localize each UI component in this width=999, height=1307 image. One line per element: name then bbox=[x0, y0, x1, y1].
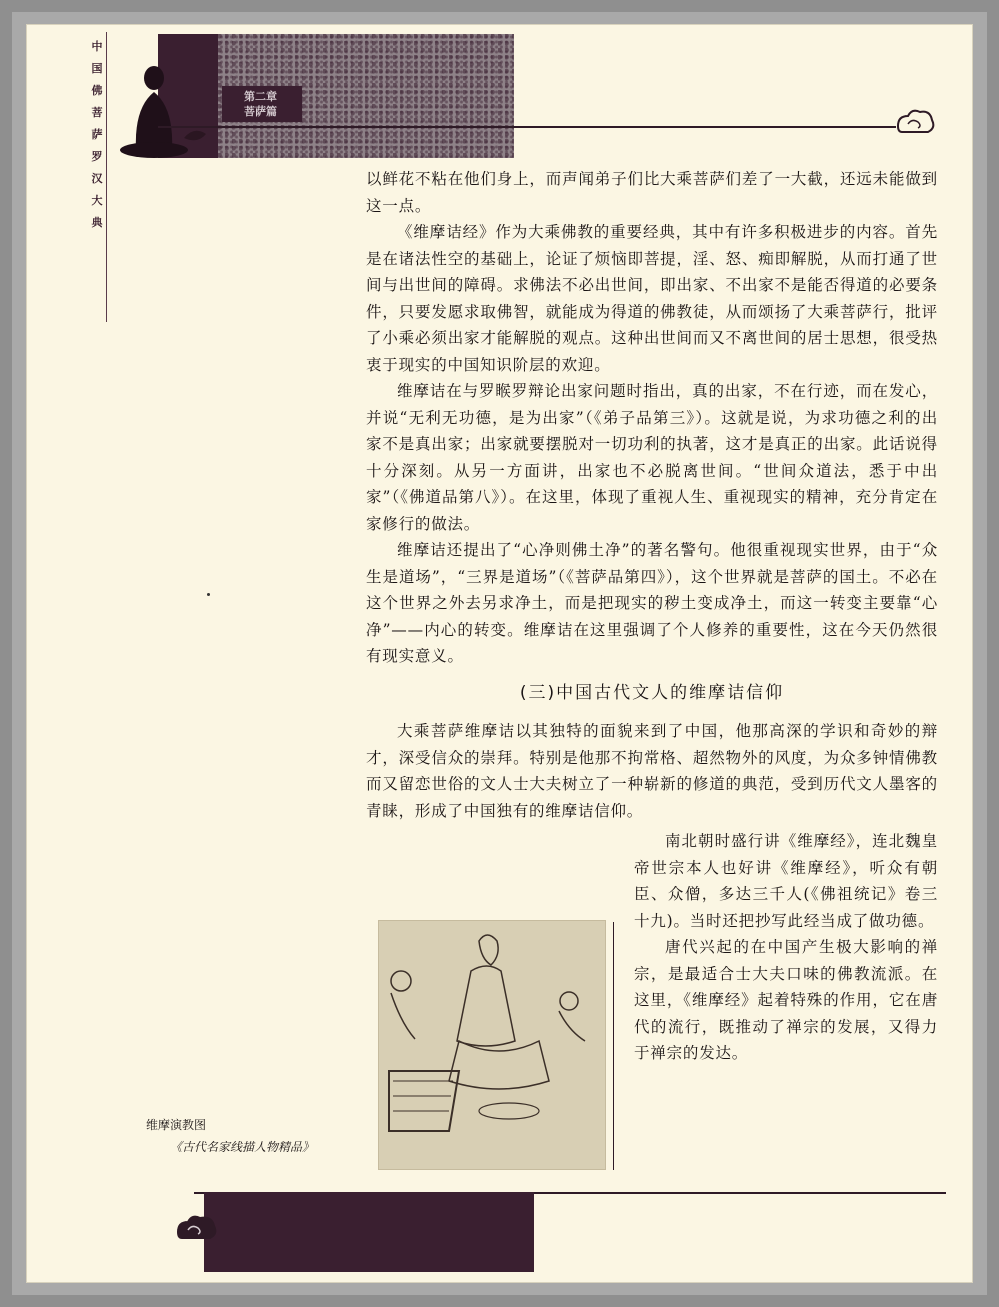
series-title-char: 国 bbox=[91, 62, 103, 75]
series-title-char: 菩 bbox=[91, 106, 103, 119]
chapter-label bbox=[222, 86, 302, 122]
vertical-rule bbox=[106, 32, 107, 322]
caption-source: 《古代名家线描人物精品》 bbox=[170, 1140, 315, 1154]
series-title-char: 中 bbox=[91, 40, 103, 53]
stray-dot bbox=[207, 593, 210, 596]
line-drawing-illustration bbox=[379, 921, 605, 1169]
paragraph: 以鲜花不粘在他们身上，而声闻弟子们比大乘菩萨们差了一大截，还远未能做到这一点。 bbox=[366, 170, 938, 215]
series-title-char: 汉 bbox=[91, 172, 103, 185]
series-title-char: 萨 bbox=[91, 128, 103, 141]
section-name: 菩萨篇 bbox=[244, 105, 277, 118]
cloud-ornament-icon bbox=[894, 108, 936, 136]
series-title-char: 罗 bbox=[91, 150, 103, 163]
footer-dark-block bbox=[204, 1192, 534, 1272]
header-rule bbox=[158, 126, 896, 128]
section-heading: (三)中国古代文人的维摩诘信仰 bbox=[519, 682, 785, 703]
paragraph: 《维摩诘经》作为大乘佛教的重要经典，其中有许多积极进步的内容。首先是在诸法性空的基础上，论证了烦恼即菩提，淫、怒、痴即解脱，从而打通了世间与出世间的障碍。求佛法不必出世间，即出家、不出家不是能否得道的必要条件，只要发愿求取佛智，就能成为得道的佛教徒，从而颂扬了大乘菩萨行，批评了小乘必须出家才能解脱的观点。这种出世间而又不离世间的居士思想，很受热衷于现实的中国知识阶层的欢迎。 bbox=[366, 223, 938, 374]
illustration-rule bbox=[613, 922, 614, 1170]
side-paragraph: 南北朝时盛行讲《维摩经》，连北魏皇帝世宗本人也好讲《维摩经》，听众有朝臣、众僧，多达三千人(《佛祖统记》卷三十九)。当时还把抄写此经当成了做功德。 bbox=[634, 832, 938, 930]
buddha-figure-icon bbox=[114, 58, 224, 158]
side-paragraph: 唐代兴起的在中国产生极大影响的禅宗，是最适合士大夫口味的佛教流派。在这里，《维摩经》起着特殊的作用，它在唐代的流行，既推动了禅宗的发展，又得力于禅宗的发达。 bbox=[634, 938, 938, 1062]
cloud-ornament-icon bbox=[174, 1212, 222, 1242]
series-title-vertical bbox=[88, 36, 106, 234]
series-title-char: 大 bbox=[91, 194, 103, 207]
book-page bbox=[26, 24, 973, 1283]
series-title-char: 佛 bbox=[91, 84, 103, 97]
illustration-caption bbox=[146, 1114, 396, 1158]
paragraph: 维摩诘还提出了“心净则佛土净”的著名警句。他很重视现实世界，由于“众生是道场”，“三界是道场”（《菩萨品第四》），这个世界就是菩萨的国土。不必在这个世界之外去另求净土，而是把现实的秽土变成净土，而这一转变主要靠“心净”——内心的转变。维摩诘在这里强调了个人修养的重要性，这在今天仍然很有现实意义。 bbox=[366, 541, 938, 665]
series-title-char: 典 bbox=[91, 216, 103, 229]
illustration-vimalakirti bbox=[378, 920, 606, 1170]
paragraph: 维摩诘在与罗睺罗辩论出家问题时指出，真的出家，不在行迹，而在发心，并说“无利无功德，是为出家”（《弟子品第三》）。这就是说，为求功德之利的出家不是真出家；出家就要摆脱对一切功利的执著，这才是真正的出家。此话说得十分深刻。从另一方面讲，出家也不必脱离世间。“世间众道法，悉于中出家”（《佛道品第八》）。在这里，体现了重视人生、重视现实的精神，充分肯定在家修行的做法。 bbox=[366, 382, 938, 533]
chapter-number: 第二章 bbox=[244, 90, 277, 103]
caption-title: 维摩演教图 bbox=[146, 1118, 207, 1132]
paragraph: 大乘菩萨维摩诘以其独特的面貌来到了中国，他那高深的学识和奇妙的辩才，深受信众的崇拜。特别是他那不拘常格、超然物外的风度，为众多钟情佛教而又留恋世俗的文人士大夫树立了一种崭新的修道的典范，受到历代文人墨客的青睐，形成了中国独有的维摩诘信仰。 bbox=[366, 722, 938, 820]
